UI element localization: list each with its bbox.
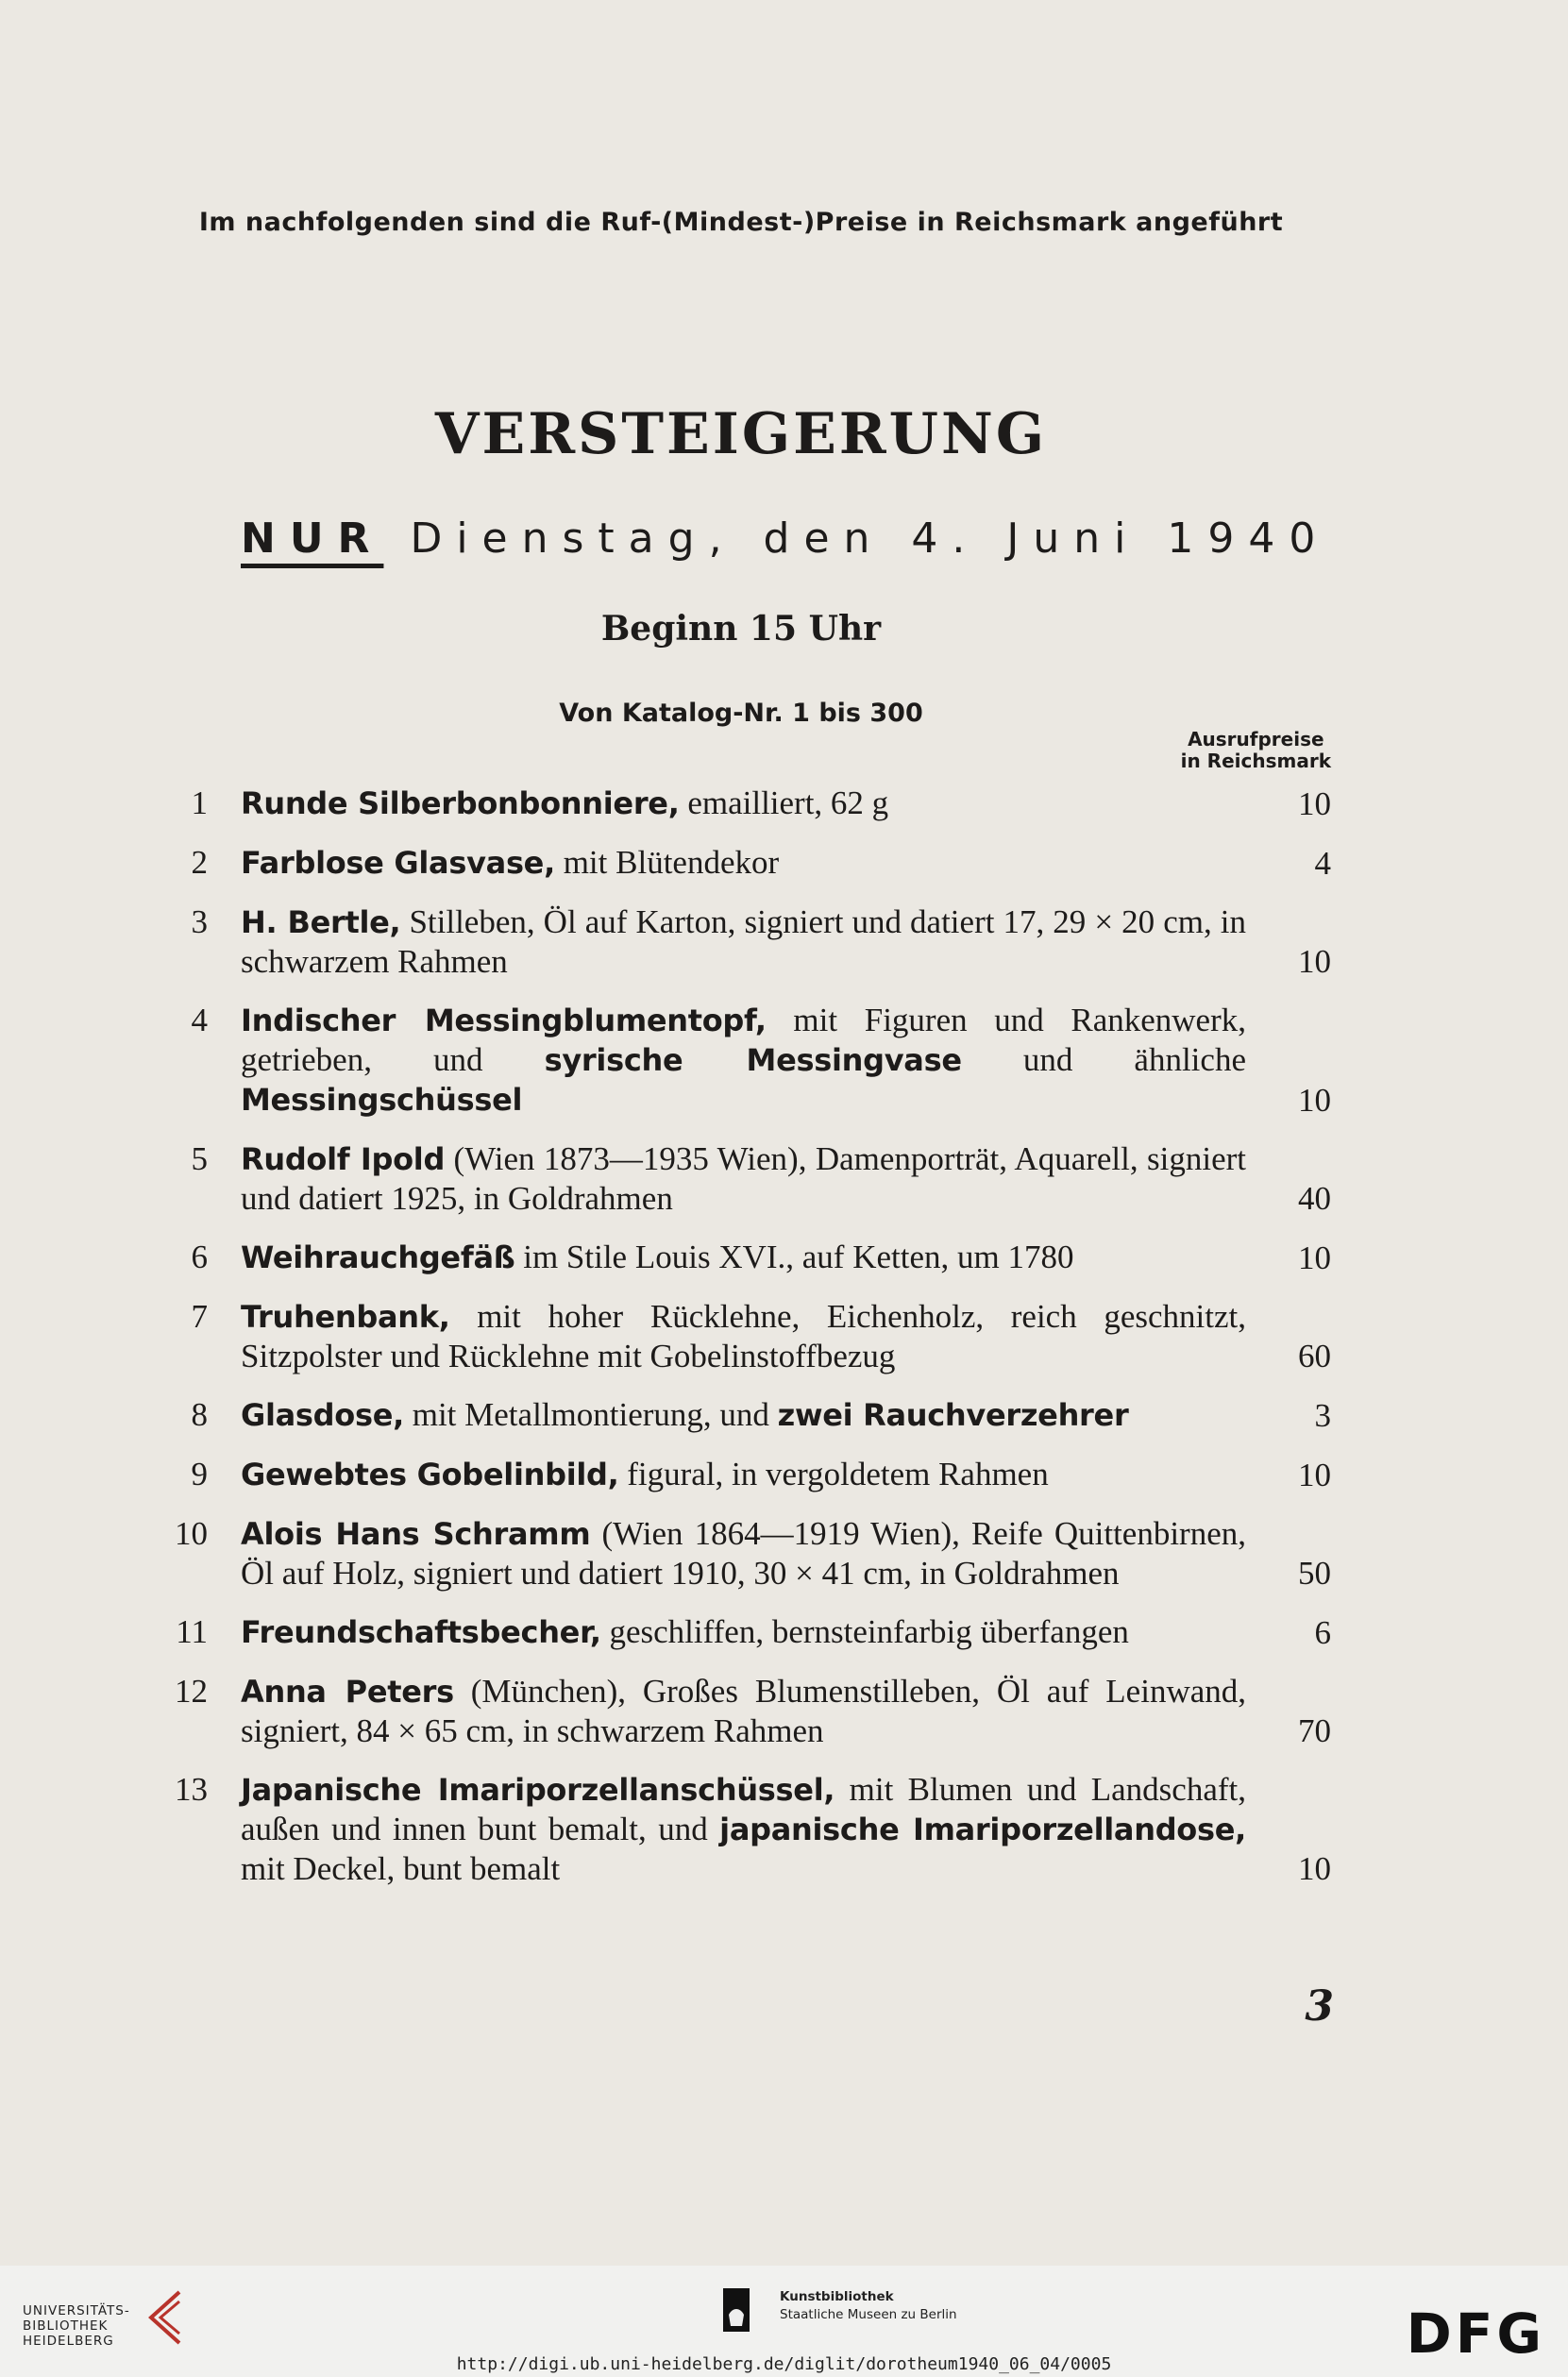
lot-item-detail: im Stile Louis XVI., auf Ketten, um 1780 <box>514 1239 1074 1275</box>
lot-price: 60 <box>1298 1338 1331 1374</box>
lot-item-detail: mit hoher Rücklehne, Eichenholz, reich geschnitzt, Sitzpolster und Rücklehne mit Gobelinstoffbezug <box>241 1298 1246 1374</box>
nur-label: NUR <box>241 514 384 563</box>
lot-price: 70 <box>1298 1712 1331 1749</box>
uni-line: HEIDELBERG <box>23 2334 114 2349</box>
lot-item-detail: mit Blütendekor <box>554 844 780 881</box>
lot-entry <box>160 1395 1331 1435</box>
lot-item-name: zwei Rauchverzehrer <box>777 1397 1129 1433</box>
auction-date <box>241 514 1330 563</box>
price-header-line1: Ausrufpreise <box>1188 728 1324 750</box>
lot-description <box>241 1672 1246 1750</box>
lot-entry <box>160 1001 1331 1120</box>
lot-item-detail: mit Metallmontierung, und <box>403 1396 778 1433</box>
lot-item-detail: (Wien 1873—1935 Wien), Damenporträt, Aquarell, signiert und datiert 1925, in Goldrahmen <box>241 1140 1246 1217</box>
price-header-line2: in Reichsmark <box>1180 750 1331 772</box>
lot-price: 4 <box>1314 845 1331 882</box>
lot-description <box>241 1455 1246 1494</box>
lot-price: 50 <box>1298 1555 1331 1592</box>
lot-number: 4 <box>191 1002 208 1038</box>
lot-price: 40 <box>1298 1180 1331 1217</box>
lot-item-name: Glasdose, <box>241 1397 404 1433</box>
lot-number: 5 <box>191 1140 208 1177</box>
lot-entry <box>160 1612 1331 1652</box>
lot-item-name: Runde Silberbonbonniere, <box>241 785 680 821</box>
lot-item-detail: Stilleben, Öl auf Karton, signiert und datiert 17, 29 × 20 cm, in schwarzem Rahmen <box>241 903 1246 980</box>
date-text: Dienstag, den 4. Juni 1940 <box>410 514 1330 563</box>
lot-item-detail: geschliffen, bernsteinfarbig überfangen <box>600 1613 1129 1650</box>
lot-item-detail: (München), Großes Blumenstilleben, Öl auf Leinwand, signiert, 84 × 65 cm, in schwarzem Rahmen <box>241 1673 1247 1749</box>
lot-description <box>241 1297 1246 1375</box>
lot-entry <box>160 1514 1331 1593</box>
lot-description <box>241 1612 1246 1652</box>
lot-item-detail: und ähnliche <box>961 1041 1246 1078</box>
lot-item-name: Weihrauchgefäß <box>241 1239 515 1275</box>
lot-entry <box>160 1770 1331 1888</box>
lot-price: 10 <box>1298 943 1331 980</box>
lot-item-name: Gewebtes Gobelinbild, <box>241 1457 619 1492</box>
lot-item-detail: emailliert, 62 g <box>679 784 889 821</box>
lot-entry <box>160 1139 1331 1218</box>
lot-item-name: Rudolf Ipold <box>241 1141 446 1177</box>
uni-line: UNIVERSITÄTS- <box>23 2303 130 2318</box>
lot-number: 11 <box>176 1613 208 1650</box>
lot-entry <box>160 843 1331 883</box>
lot-entry <box>160 1455 1331 1494</box>
kb-name: Kunstbibliothek <box>780 2289 894 2304</box>
lot-entry <box>160 1238 1331 1277</box>
start-time: Beginn 15 Uhr <box>600 609 882 649</box>
lot-price: 10 <box>1298 1239 1331 1276</box>
lot-item-detail: figural, in vergoldetem Rahmen <box>618 1456 1049 1492</box>
lot-description <box>241 843 1246 883</box>
page-title: VERSTEIGERUNG <box>434 401 1048 467</box>
lot-number: 12 <box>175 1673 208 1710</box>
lot-item-detail: (Wien 1864—1919 Wien), Reife Quittenbirnen, Öl auf Holz, signiert und datiert 1910, 30 × 41 cm, in Goldrahmen <box>241 1515 1246 1592</box>
lot-entry <box>160 902 1331 981</box>
kb-sub: Staatliche Museen zu Berlin <box>780 2307 957 2322</box>
lot-number: 6 <box>191 1239 208 1275</box>
lot-number: 9 <box>191 1456 208 1492</box>
lot-item-name: H. Bertle, <box>241 904 401 940</box>
lot-item-name: syrische Messingvase <box>544 1042 962 1078</box>
lot-price: 10 <box>1298 1082 1331 1119</box>
kunstbibliothek-logo-icon[interactable] <box>717 2286 755 2335</box>
lot-number: 3 <box>191 903 208 940</box>
lot-item-name: Truhenbank, <box>241 1299 450 1335</box>
lot-price: 6 <box>1314 1614 1331 1651</box>
lot-item-detail: mit Deckel, bunt bemalt <box>241 1850 561 1887</box>
lot-number: 8 <box>191 1396 208 1433</box>
lot-number: 2 <box>191 844 208 881</box>
lot-item-name: Indischer Messingblumentopf, <box>241 1003 767 1038</box>
lot-price: 10 <box>1298 785 1331 822</box>
catalog-range: Von Katalog-Nr. 1 bis 300 <box>559 699 923 728</box>
price-column-header <box>1181 729 1331 772</box>
lot-item-name: Messingschüssel <box>241 1082 523 1118</box>
lot-description <box>241 1238 1246 1277</box>
lot-item-name: Freundschaftsbecher, <box>241 1614 601 1650</box>
page-number: 3 <box>1305 1982 1334 2031</box>
lot-item-detail: mit Blumen und Landschaft, außen und innen bunt bemalt, und <box>241 1771 1246 1847</box>
lot-entry <box>160 784 1331 823</box>
lot-number: 13 <box>175 1771 208 1808</box>
header-note: Im nachfolgenden sind die Ruf-(Mindest-)Preise in Reichsmark angeführt <box>198 208 1284 237</box>
lot-entry <box>160 1297 1331 1375</box>
kunstbibliothek-text <box>780 2288 957 2324</box>
lot-entry <box>160 1672 1331 1750</box>
dfg-logo[interactable]: DFG <box>1406 2301 1545 2366</box>
lot-description <box>241 1139 1246 1218</box>
lot-item-detail: mit Figuren und Rankenwerk, getrieben, und <box>241 1002 1247 1078</box>
footer-bar <box>0 2266 1568 2377</box>
lot-number: 7 <box>191 1298 208 1335</box>
lot-description <box>241 1001 1246 1120</box>
lot-description <box>241 784 1246 823</box>
lot-number: 1 <box>191 784 208 821</box>
lot-item-name: Anna Peters <box>241 1674 454 1710</box>
lot-description <box>241 902 1246 981</box>
source-url[interactable]: http://digi.ub.uni-heidelberg.de/diglit/dorotheum1940_06_04/0005 <box>456 2354 1112 2374</box>
university-library-logo[interactable] <box>23 2303 130 2349</box>
lot-item-name: Japanische Imariporzellanschüssel, <box>241 1772 835 1808</box>
lot-price: 3 <box>1314 1397 1331 1434</box>
lot-item-name: Alois Hans Schramm <box>241 1516 591 1552</box>
lot-item-name: japanische Imariporzellandose, <box>719 1812 1246 1847</box>
lot-description <box>241 1395 1246 1435</box>
lot-description <box>241 1514 1246 1593</box>
heidelberg-mark-icon <box>142 2284 189 2351</box>
lot-price: 10 <box>1298 1457 1331 1493</box>
lot-price: 10 <box>1298 1850 1331 1887</box>
lot-description <box>241 1770 1246 1888</box>
lot-number: 10 <box>175 1515 208 1552</box>
lot-list <box>160 784 1331 1908</box>
lot-item-name: Farblose Glasvase, <box>241 845 555 881</box>
uni-line: BIBLIOTHEK <box>23 2318 109 2334</box>
